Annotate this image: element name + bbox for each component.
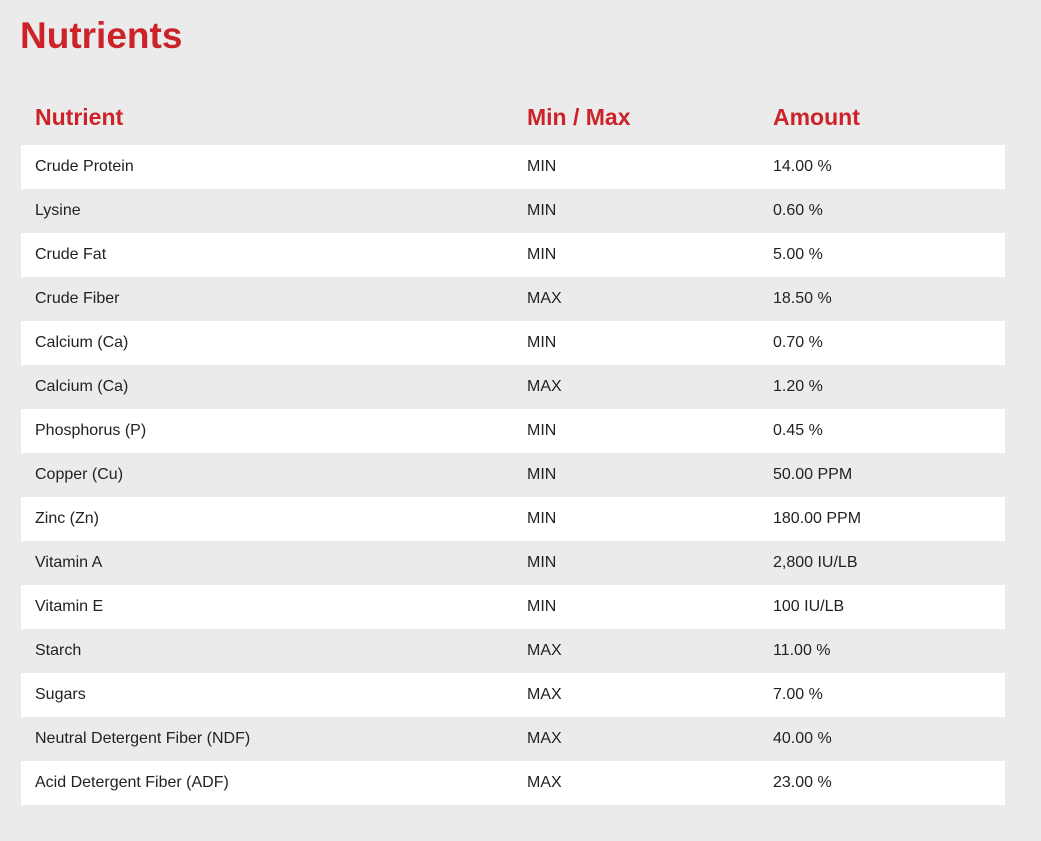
amount-value: 0.45 % (773, 422, 823, 439)
amount-value: 7.00 % (773, 686, 823, 703)
table-row (21, 453, 1005, 497)
nutrient-name: Phosphorus (P) (35, 422, 147, 439)
nutrient-name: Calcium (Ca) (35, 334, 129, 351)
table-row (21, 717, 1005, 761)
table-row (21, 629, 1005, 673)
nutrient-name: Zinc (Zn) (35, 510, 99, 527)
amount-value: 40.00 % (773, 730, 832, 747)
nutrient-name: Copper (Cu) (35, 466, 124, 483)
table-row (21, 189, 1005, 233)
min-max-value: MAX (527, 774, 562, 791)
nutrient-name: Neutral Detergent Fiber (NDF) (35, 730, 251, 747)
page-title: Nutrients (20, 15, 183, 56)
min-max-value: MAX (527, 378, 562, 395)
nutrients-table (21, 100, 1005, 805)
table-row (21, 145, 1005, 189)
table-header (21, 100, 1005, 145)
table-row (21, 409, 1005, 453)
amount-value: 23.00 % (773, 774, 832, 791)
amount-value: 180.00 PPM (773, 510, 862, 527)
min-max-value: MIN (527, 202, 557, 219)
table-row (21, 761, 1005, 805)
min-max-value: MAX (527, 290, 562, 307)
nutrient-name: Lysine (35, 202, 81, 219)
min-max-value: MAX (527, 730, 562, 747)
amount-value: 1.20 % (773, 378, 823, 395)
min-max-value: MIN (527, 598, 557, 615)
amount-value: 11.00 % (773, 642, 831, 659)
table-row (21, 321, 1005, 365)
min-max-value: MIN (527, 466, 557, 483)
amount-value: 18.50 % (773, 290, 832, 307)
nutrient-name: Crude Fiber (35, 290, 120, 307)
table-row (21, 233, 1005, 277)
nutrient-name: Crude Protein (35, 158, 134, 175)
nutrient-name: Crude Fat (35, 246, 107, 263)
min-max-value: MAX (527, 686, 562, 703)
min-max-value: MIN (527, 158, 557, 175)
nutrient-name: Vitamin E (35, 598, 104, 615)
nutrient-name: Starch (35, 642, 82, 659)
min-max-value: MIN (527, 334, 557, 351)
amount-value: 14.00 % (773, 158, 832, 175)
min-max-value: MAX (527, 642, 562, 659)
amount-value: 2,800 IU/LB (773, 554, 858, 571)
nutrient-name: Sugars (35, 686, 86, 703)
amount-value: 100 IU/LB (773, 598, 845, 615)
nutrient-name: Vitamin A (35, 554, 103, 571)
column-header-minmax: Min / Max (527, 104, 631, 130)
nutrient-name: Acid Detergent Fiber (ADF) (35, 774, 229, 791)
table-row (21, 365, 1005, 409)
min-max-value: MIN (527, 554, 557, 571)
column-header-nutrient: Nutrient (35, 104, 124, 130)
table-row (21, 541, 1005, 585)
amount-value: 0.60 % (773, 202, 823, 219)
amount-value: 50.00 PPM (773, 466, 853, 483)
amount-value: 0.70 % (773, 334, 823, 351)
nutrient-name: Calcium (Ca) (35, 378, 129, 395)
table-row (21, 277, 1005, 321)
amount-value: 5.00 % (773, 246, 823, 263)
min-max-value: MIN (527, 246, 557, 263)
column-header-amount: Amount (773, 104, 860, 130)
table-row (21, 673, 1005, 717)
table-row (21, 497, 1005, 541)
min-max-value: MIN (527, 510, 557, 527)
min-max-value: MIN (527, 422, 557, 439)
table-row (21, 585, 1005, 629)
